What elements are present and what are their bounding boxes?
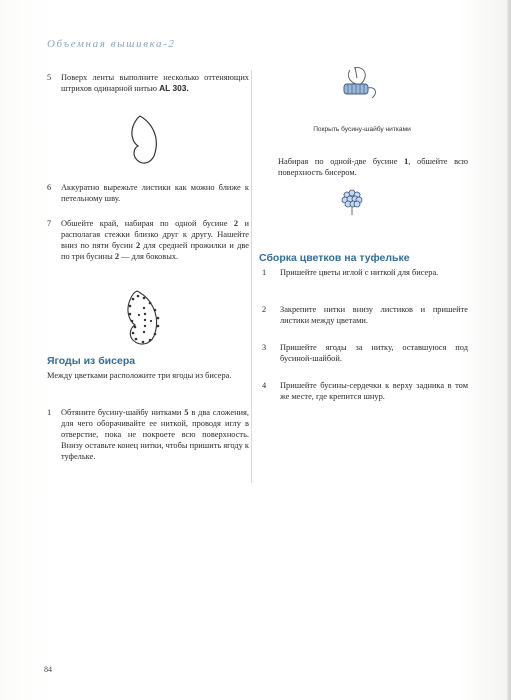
beaded-leaf-illustration	[125, 288, 165, 348]
step-text: Поверх ленты выполните несколько оттеняющих штрихов одинарной нитью AL 303.	[61, 73, 249, 93]
step-text: Пришейте ягоды за нитку, оставшуюся под бусиной-шайбой.	[280, 343, 468, 363]
step-number: 3	[262, 343, 267, 352]
step-text: Обшейте край, набирая по одной бусине 2 и располагая стежки близко друг к другу. Нашейте вниз по пяти бусин 2 для средней прожилки и две по три бусины 2 — для боковых.	[61, 219, 249, 261]
step-text: Пришейте цветы иглой с ниткой для бисера.	[280, 268, 439, 277]
step-number: 2	[262, 305, 267, 314]
step-text: Обтяните бусину-шайбу нитками 5 в два сложения, для чего оборачивайте ее ниткой, проводя иглу в отверстие, пока не покроете всю поверхность. Внизу оставьте конец нитки, чтобы пришить ягоду к туфельке.	[61, 408, 249, 461]
page-edge	[507, 0, 511, 700]
step-number: 5	[47, 73, 52, 82]
step-text: Пришейте бусины-сердечки к верху задника в том же месте, где крепится шнур.	[280, 381, 468, 401]
step-number: 7	[47, 219, 52, 228]
beaded-berry-illustration	[340, 186, 364, 216]
bead-wrapping-illustration	[332, 64, 382, 114]
page-number: 84	[44, 665, 52, 674]
column-divider	[251, 70, 252, 483]
step-number: 6	[47, 183, 52, 192]
step-number: 4	[262, 381, 267, 390]
running-header: Объемная вышивка-2	[47, 38, 176, 50]
berries-intro: Между цветками расположите три ягоды из бисера.	[47, 371, 232, 380]
section-heading-berries: Ягоды из бисера	[47, 355, 136, 367]
figure-caption: Покрыть бусину-шайбу нитками	[313, 126, 411, 133]
step-number: 1	[262, 268, 267, 277]
step-text: Закрепите нитки внизу листиков и пришейте листики между цветами.	[280, 305, 468, 325]
step-number: 1	[47, 408, 52, 417]
section-heading-flowers: Сборка цветков на туфельке	[259, 252, 410, 264]
step-text: Аккуратно вырежьте листики как можно ближе к петельному шву.	[61, 183, 249, 203]
leaf-outline-illustration	[130, 114, 164, 166]
right-paragraph: Набирая по одной-две бусине 1, обшейте всю поверхность бисером.	[278, 157, 468, 177]
